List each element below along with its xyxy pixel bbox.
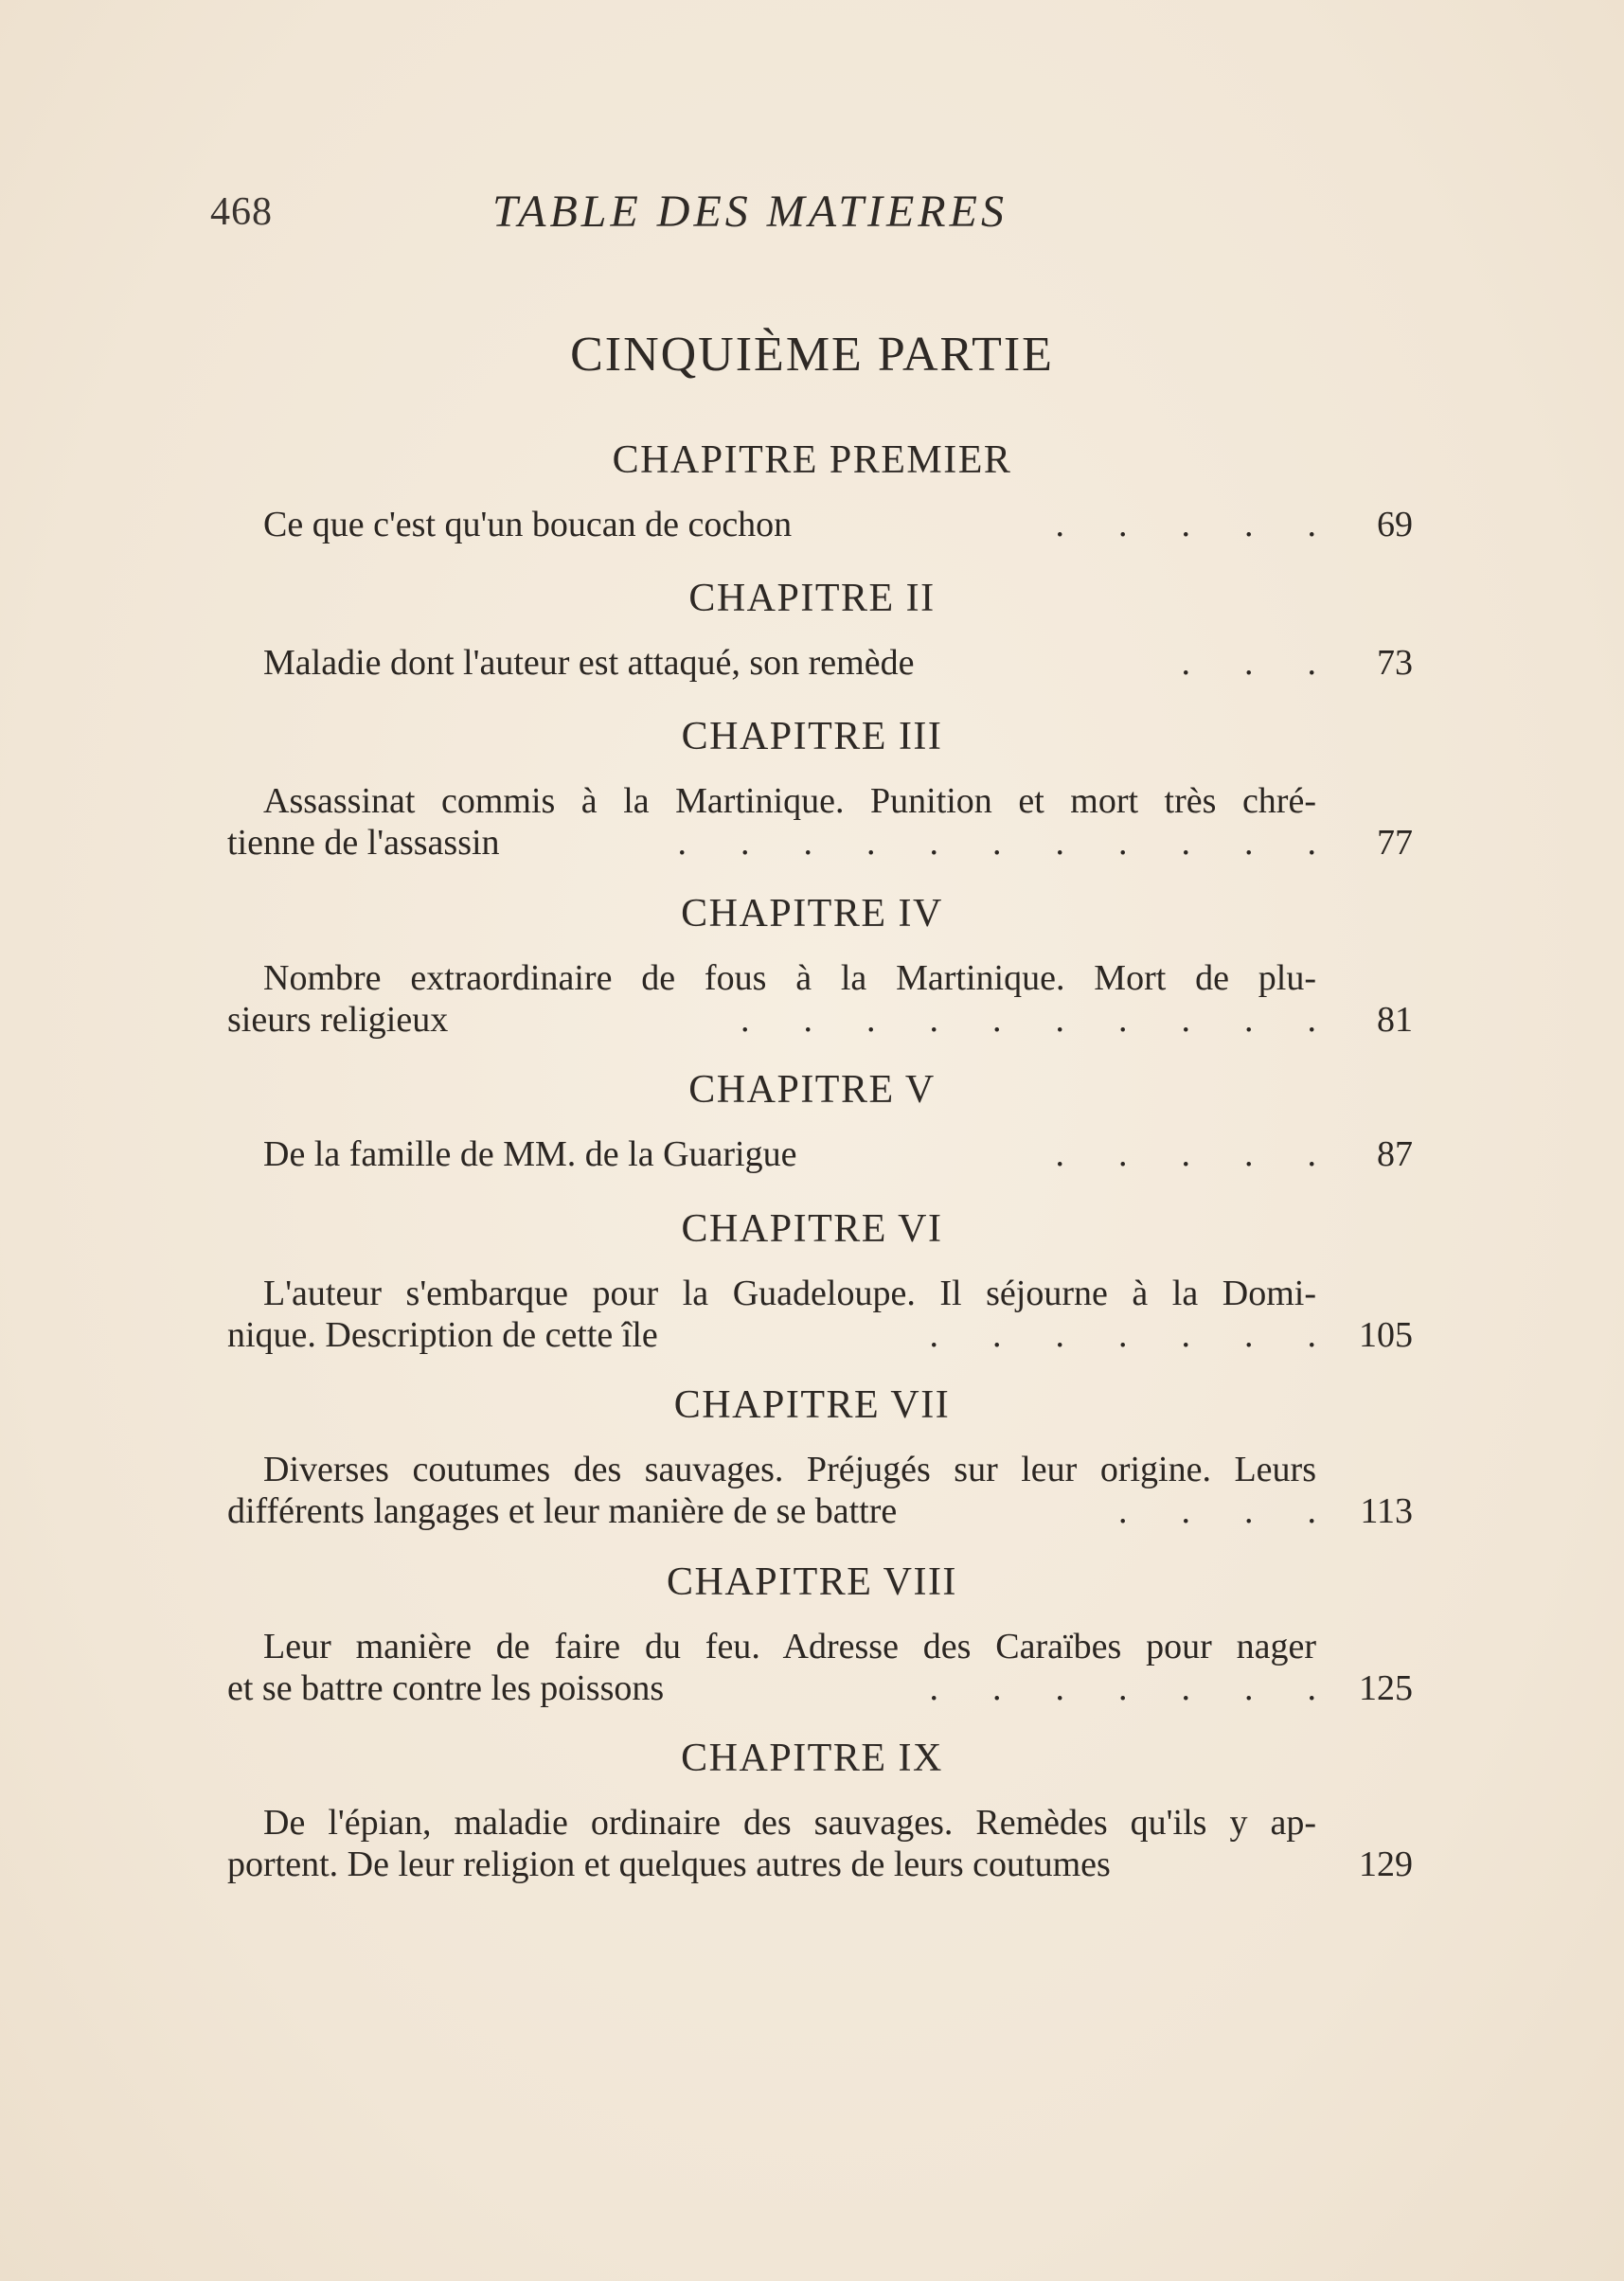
page-reference: 77 <box>1377 823 1413 863</box>
page-reference: 81 <box>1377 1000 1413 1040</box>
dot-leader: . . . . . . . . . . <box>741 1000 1316 1040</box>
chapter-entry <box>227 1626 1413 1709</box>
chapter-heading: CHAPITRE III <box>681 715 943 758</box>
entry-text-line: Nombre extraordinaire de fous à la Martinique. Mort de plu- <box>263 958 1316 998</box>
entry-text-line: Assassinat commis à la Martinique. Punition et mort très chré- <box>263 781 1316 821</box>
page-reference: 87 <box>1377 1134 1413 1174</box>
chapter-entry <box>227 1802 1413 1885</box>
dot-leader: . . . <box>1181 643 1316 683</box>
page-reference: 129 <box>1359 1844 1413 1884</box>
chapter-heading: CHAPITRE V <box>688 1068 936 1112</box>
page-reference: 105 <box>1359 1315 1413 1355</box>
part-title: CINQUIÈME PARTIE <box>570 328 1054 382</box>
entry-text-line: Leur manière de faire du feu. Adresse des Caraïbes pour nager <box>263 1627 1316 1666</box>
page-reference: 113 <box>1360 1491 1413 1531</box>
entry-text-line: Ce que c'est qu'un boucan de cochon <box>263 505 793 544</box>
chapter-heading: CHAPITRE IV <box>681 892 943 936</box>
dot-leader: . . . . <box>1118 1491 1316 1531</box>
entry-text-line: De l'épian, maladie ordinaire des sauvages. Remèdes qu'ils y ap- <box>263 1803 1316 1843</box>
chapter-entry <box>227 1133 1413 1175</box>
entry-text-line: portent. De leur religion et quelques autres de leurs coutumes <box>227 1844 1111 1884</box>
chapter-heading: CHAPITRE VIII <box>667 1560 957 1604</box>
dot-leader: . . . . . <box>1055 1134 1316 1174</box>
entry-text-line: L'auteur s'embarque pour la Guadeloupe. Il séjourne à la Domi- <box>263 1274 1316 1313</box>
chapter-entry <box>227 1449 1413 1532</box>
entry-text-line: nique. Description de cette île <box>227 1315 658 1355</box>
entry-text-line: Diverses coutumes des sauvages. Préjugés sur leur origine. Leurs <box>263 1450 1316 1489</box>
chapter-entry <box>227 957 1413 1041</box>
dot-leader: . . . . . . . . . . . <box>677 823 1316 863</box>
page-number: 468 <box>210 190 273 234</box>
chapter-heading: CHAPITRE VI <box>681 1207 943 1251</box>
dot-leader: . . . . . <box>1055 505 1316 544</box>
chapter-entry <box>227 504 1413 545</box>
page-reference: 125 <box>1359 1668 1413 1708</box>
entry-text-line: Maladie dont l'auteur est attaqué, son remède <box>263 643 915 683</box>
chapter-heading: CHAPITRE IX <box>681 1737 943 1780</box>
page-reference: 73 <box>1377 643 1413 683</box>
chapter-entry <box>227 642 1413 684</box>
dot-leader: . . . . . . . <box>929 1315 1316 1355</box>
entry-text-line: tienne de l'assassin <box>227 823 500 863</box>
entry-text-line: sieurs religieux <box>227 1000 449 1040</box>
chapter-entry <box>227 780 1413 864</box>
chapter-heading: CHAPITRE PREMIER <box>612 438 1012 482</box>
running-title: TABLE DES MATIERES <box>492 187 1008 237</box>
entry-text-line: De la famille de MM. de la Guarigue <box>263 1134 797 1174</box>
chapter-heading: CHAPITRE VII <box>673 1383 951 1427</box>
entry-text-line: différents langages et leur manière de se battre <box>227 1491 898 1531</box>
entry-text-line: et se battre contre les poissons <box>227 1668 665 1708</box>
page-reference: 69 <box>1377 505 1413 544</box>
chapter-heading: CHAPITRE II <box>688 577 936 620</box>
chapter-entry <box>227 1273 1413 1356</box>
dot-leader: . . . . . . . <box>929 1668 1316 1708</box>
